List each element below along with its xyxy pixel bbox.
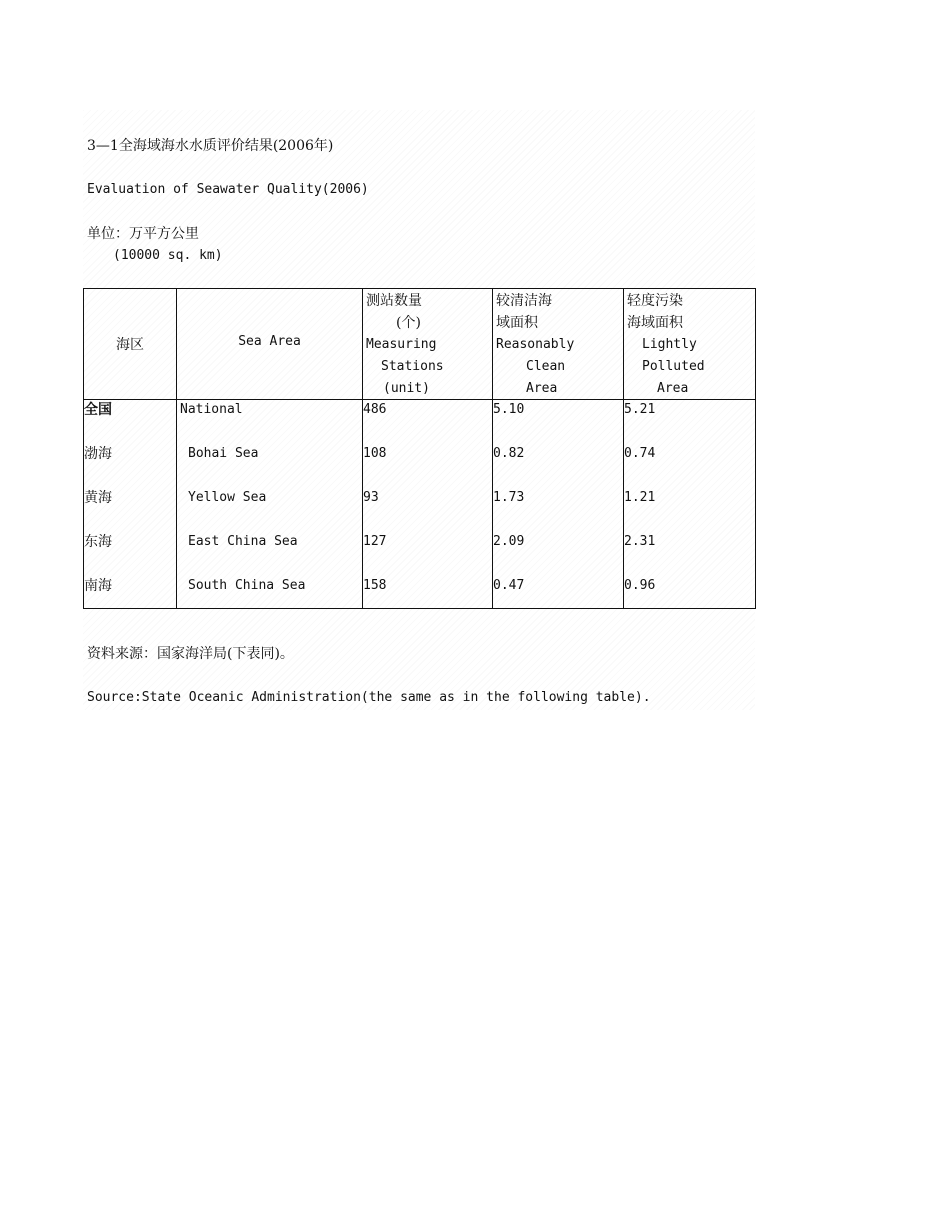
header-stations-en-1: Measuring [366,337,437,352]
unit-label-en: (10000 sq. km) [113,248,223,263]
table-title-cn: 3—1全海域海水水质评价结果(2006年) [87,138,334,154]
source-note-en: Source:State Oceanic Administration(the same as in the following table). [87,690,651,705]
row-bohai-cn: 渤海 [84,444,177,488]
row-south-china-clean: 0.47 [493,576,624,609]
header-stations-en-3: (unit) [383,381,430,396]
header-lightly-polluted [624,289,756,400]
unit-label-cn: 单位：万平方公里 [87,226,199,242]
table-row [84,532,756,576]
row-national-en: National [177,400,363,445]
header-clean-cn-1: 较清洁海 [496,293,552,309]
row-national-stations: 486 [363,400,493,445]
header-stations-cn-2: (个) [396,315,421,331]
row-east-china-en: East China Sea [177,532,363,576]
row-east-china-cn: 东海 [84,532,177,576]
row-south-china-polluted: 0.96 [624,576,756,609]
source-note-cn: 资料来源：国家海洋局(下表同)。 [87,646,294,662]
header-sea-area-en [177,289,363,400]
row-yellow-stations: 93 [363,488,493,532]
row-national-clean: 5.10 [493,400,624,445]
header-clean-en-2: Clean [526,359,566,374]
row-bohai-polluted: 0.74 [624,444,756,488]
header-sea-area-en-label: Sea Area [238,334,301,349]
row-bohai-clean: 0.82 [493,444,624,488]
row-south-china-cn: 南海 [84,576,177,609]
table-row [84,444,756,488]
row-east-china-clean: 2.09 [493,532,624,576]
header-polluted-en-3: Area [657,381,689,396]
header-clean-cn-2: 域面积 [496,315,538,331]
header-stations-cn-1: 测站数量 [366,293,422,309]
table-row [84,488,756,532]
header-stations [363,289,493,400]
header-clean-en-3: Area [526,381,558,396]
row-yellow-en: Yellow Sea [177,488,363,532]
header-stations-en-2: Stations [381,359,444,374]
row-national-cn: 全国 [84,400,177,445]
header-polluted-en-1: Lightly [642,337,697,352]
header-sea-area-cn [84,289,177,400]
table-row [84,400,756,445]
row-yellow-polluted: 1.21 [624,488,756,532]
row-east-china-polluted: 2.31 [624,532,756,576]
header-polluted-cn-2: 海域面积 [627,315,683,331]
row-east-china-stations: 127 [363,532,493,576]
header-clean-en-1: Reasonably [496,337,575,352]
row-bohai-en: Bohai Sea [177,444,363,488]
row-south-china-stations: 158 [363,576,493,609]
table-row [84,576,756,609]
row-south-china-en: South China Sea [177,576,363,609]
row-bohai-stations: 108 [363,444,493,488]
header-polluted-en-2: Polluted [642,359,705,374]
header-row [84,289,756,400]
row-yellow-cn: 黄海 [84,488,177,532]
header-polluted-cn-1: 轻度污染 [627,293,683,309]
header-sea-area-cn-label: 海区 [116,337,144,353]
row-yellow-clean: 1.73 [493,488,624,532]
table-title-en: Evaluation of Seawater Quality(2006) [87,182,369,197]
header-reasonably-clean [493,289,624,400]
water-quality-table [83,288,756,609]
row-national-polluted: 5.21 [624,400,756,445]
